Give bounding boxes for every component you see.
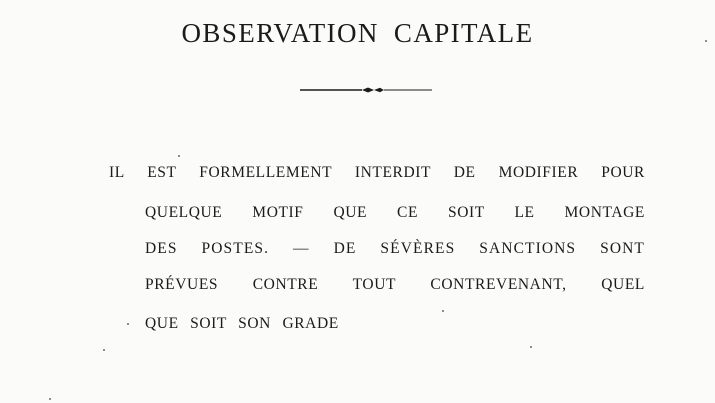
notice-line: QUE SOIT SON GRADE — [145, 315, 339, 332]
paper-speck — [49, 398, 51, 400]
notice-line: PRÉVUES CONTRE TOUT CONTREVENANT, QUEL — [145, 276, 645, 293]
paper-speck — [178, 155, 180, 157]
paper-speck — [442, 310, 444, 312]
notice-line: DES POSTES. — DE SÉVÈRES SANCTIONS SONT — [145, 240, 645, 257]
notice-line: IL EST FORMELLEMENT INTERDIT DE MODIFIER POUR — [109, 164, 645, 181]
page-title: OBSERVATION CAPITALE — [181, 18, 534, 48]
notice-line: QUELQUE MOTIF QUE CE SOIT LE MONTAGE — [145, 204, 645, 221]
paper-speck — [530, 346, 532, 348]
paper-speck — [103, 349, 105, 351]
paper-speck — [127, 323, 129, 325]
paper-speck — [705, 40, 707, 42]
